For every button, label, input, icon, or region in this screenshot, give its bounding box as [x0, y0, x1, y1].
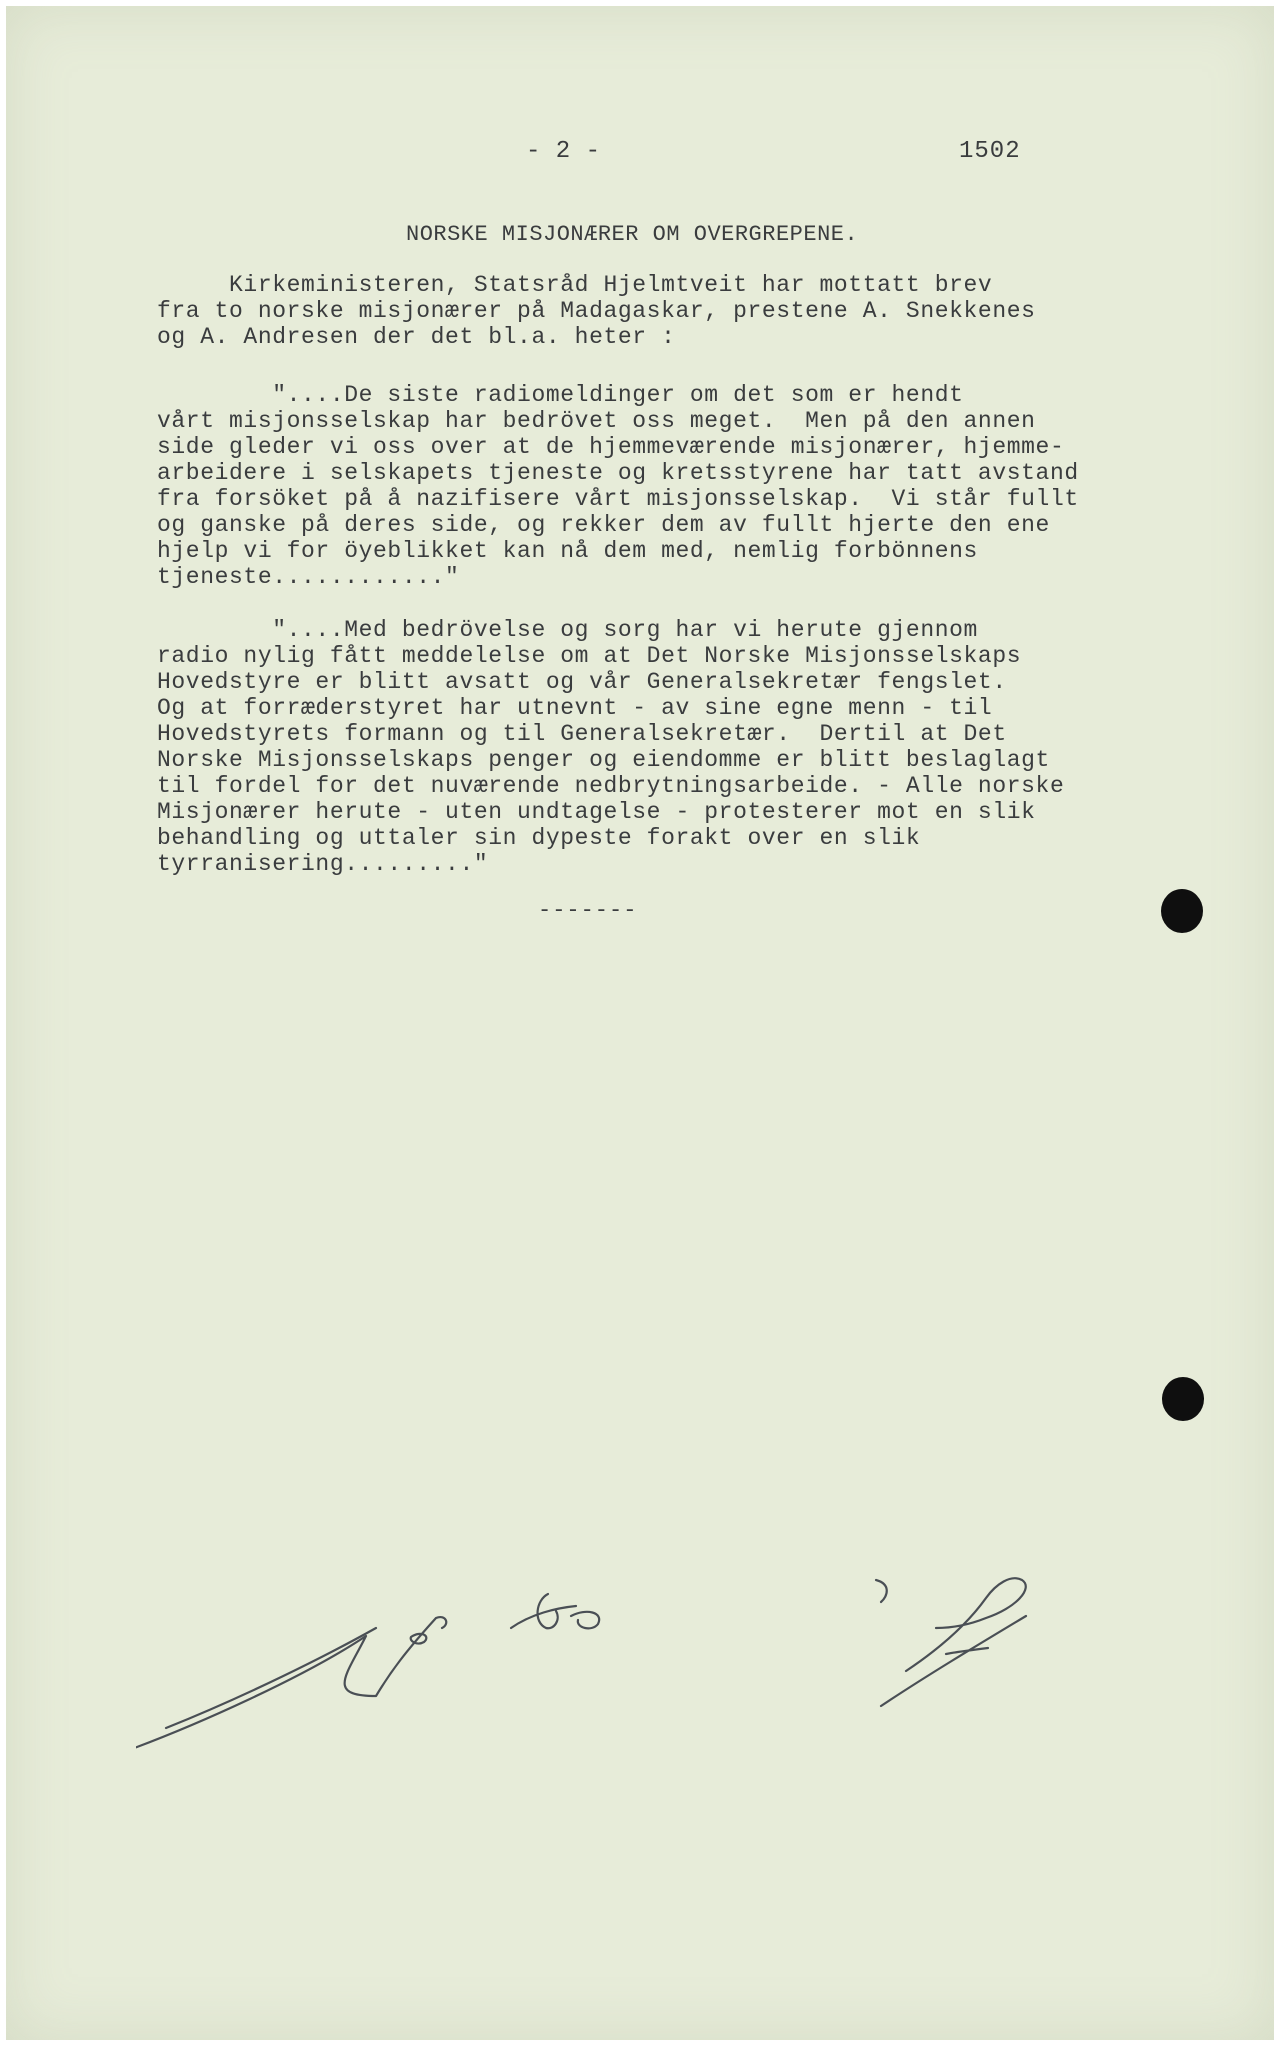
text-line: Og at forræderstyret har utnevnt - av sine egne menn - til	[157, 695, 993, 721]
punch-hole	[1161, 889, 1203, 933]
text-line: til fordel for det nuværende nedbrytningsarbeide. - Alle norske	[157, 773, 1065, 799]
text-line: hjelp vi for öyeblikket kan nå dem med, nemlig forbönnens	[157, 538, 978, 564]
text-line: tjeneste............"	[157, 564, 460, 590]
text-line: side gleder vi oss over at de hjemmeværende misjonærer, hjemme-	[157, 434, 1065, 460]
page-number: - 2 -	[526, 138, 601, 165]
pen-stroke	[876, 1580, 887, 1602]
document-page	[6, 6, 1274, 2040]
text-line: arbeidere i selskapets tjeneste og kretsstyrene har tatt avstand	[157, 460, 1079, 486]
text-line: Hovedstyrets formann og til Generalsekretær. Dertil at Det	[157, 721, 1007, 747]
quote-paragraph-1	[157, 382, 1157, 590]
text-line: vårt misjonsselskap har bedrövet oss meget. Men på den annen	[157, 408, 1036, 434]
quote-paragraph-2	[157, 617, 1157, 877]
text-line: Hovedstyre er blitt avsatt og vår Generalsekretær fengslet.	[157, 669, 1007, 695]
text-line: behandling og uttaler sin dypeste forakt over en slik	[157, 825, 921, 851]
text-line: og ganske på deres side, og rekker dem av fullt hjerte den ene	[157, 512, 1050, 538]
text-line: Kirkeministeren, Statsråd Hjelmtveit har mottatt brev	[157, 272, 993, 298]
pen-stroke	[136, 1617, 446, 1754]
text-line: Misjonærer herute - uten undtagelse - protesterer mot en slik	[157, 799, 1036, 825]
text-line: Norske Misjonsselskaps penger og eiendomme er blitt beslaglagt	[157, 747, 1050, 773]
section-divider: -------	[538, 898, 638, 923]
pen-stroke	[511, 1594, 599, 1628]
intro-paragraph	[157, 272, 1157, 350]
text-line: radio nylig fått meddelelse om at Det Norske Misjonsselskaps	[157, 643, 1022, 669]
pen-stroke	[881, 1616, 1026, 1706]
pen-stroke	[946, 1648, 988, 1654]
text-line: fra to norske misjonærer på Madagaskar, prestene A. Snekkenes	[157, 298, 1036, 324]
text-line: og A. Andresen der det bl.a. heter :	[157, 324, 676, 350]
text-line: "....Med bedrövelse og sorg har vi herute gjennom	[157, 617, 978, 643]
text-line: "....De siste radiomeldinger om det som er hendt	[157, 382, 964, 408]
text-line: tyrranisering........."	[157, 851, 489, 877]
handwritten-marks	[136, 1556, 1136, 1786]
document-heading: NORSKE MISJONÆRER OM OVERGREPENE.	[406, 222, 859, 247]
pen-stroke	[906, 1578, 1026, 1671]
punch-hole	[1162, 1377, 1204, 1421]
document-number: 1502	[959, 138, 1021, 165]
text-line: fra forsöket på å nazifisere vårt misjonsselskap. Vi står fullt	[157, 486, 1079, 512]
